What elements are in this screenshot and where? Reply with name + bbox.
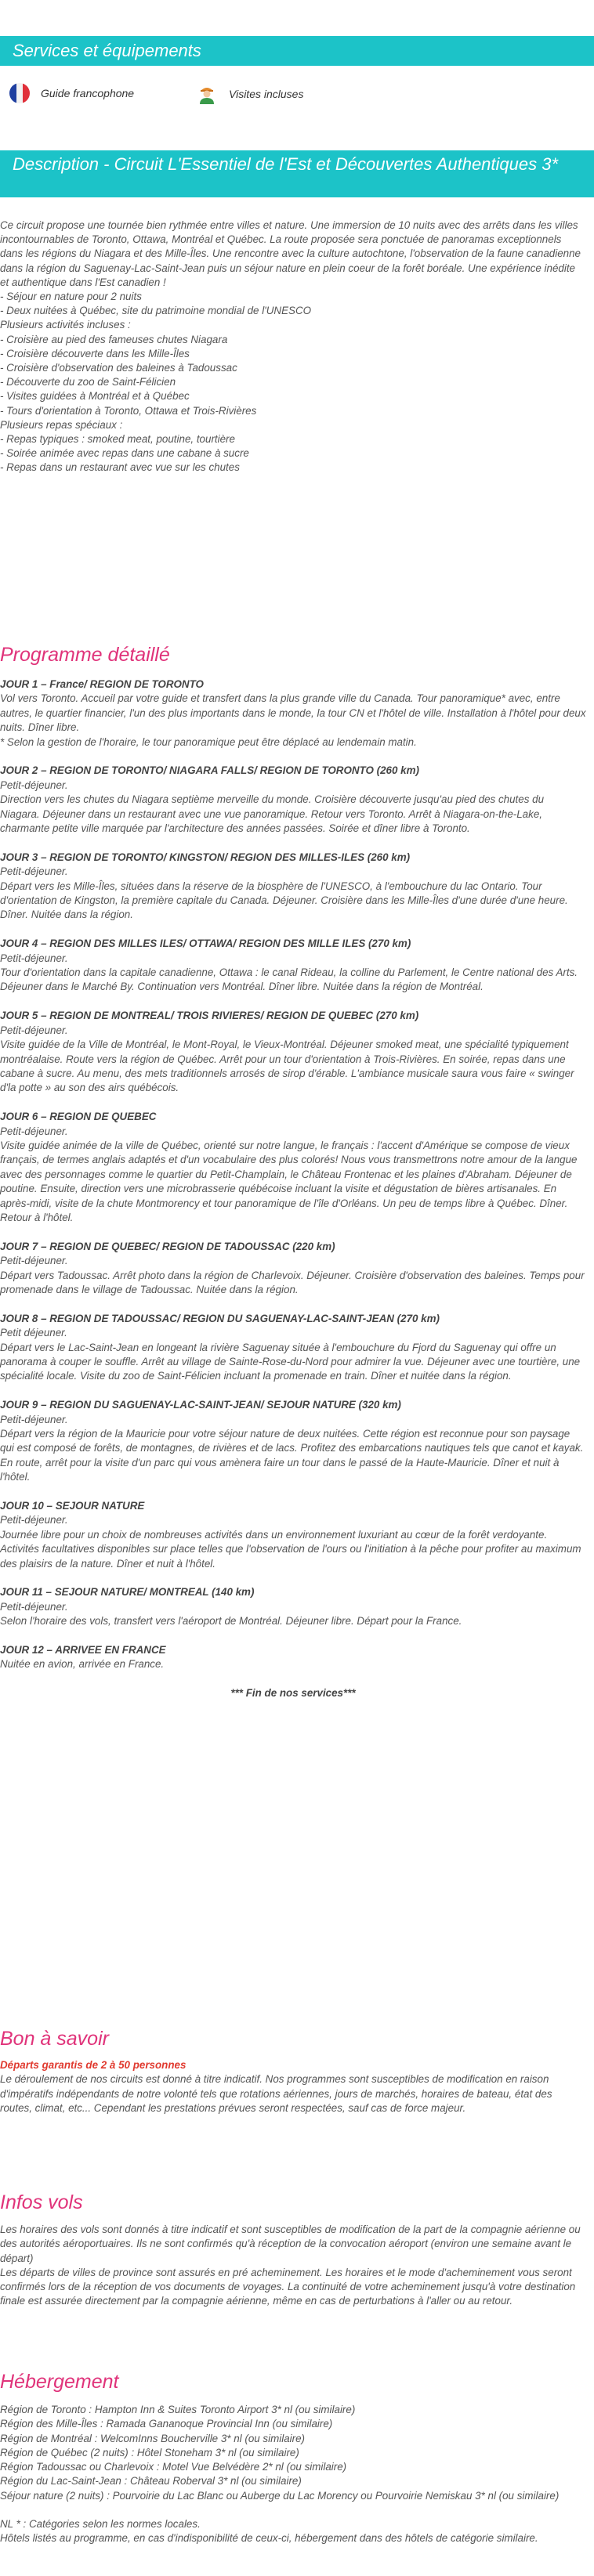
guarantee-text: Départs garantis de 2 à 50 personnes: [0, 2059, 187, 2071]
hotel-line: Séjour nature (2 nuits) : Pourvoirie du Lac Blanc ou Auberge du Lac Morency ou Pourvoirie Nemiskau 3* nl (ou similaire): [0, 2489, 560, 2502]
program-end-note: *** Fin de nos services***: [230, 1687, 356, 1700]
description-heading: Description - Circuit L'Essentiel de l'Est et Découvertes Authentiques 3*: [0, 150, 594, 197]
hotel-note: NL * : Catégories selon les normes locales.: [0, 2518, 201, 2531]
day-11: [0, 1585, 586, 1628]
description-line: Plusieurs repas spéciaux :: [0, 418, 123, 431]
day-7: [0, 1240, 586, 1298]
day-text: Petit-déjeuner.: [0, 1514, 68, 1526]
day-text: Petit-déjeuner.: [0, 1125, 68, 1137]
description-line: - Croisière découverte dans les Mille-Îles: [0, 347, 190, 359]
hotel-line: Région de Montréal : WelcomInns Boucherville 3* nl (ou similaire): [0, 2432, 305, 2444]
day-text: Vol vers Toronto. Accueil par votre guide et transfert dans la plus grande ville du Canada. Tour panoramique* avec, entre autres, le quartier financier, l'un des plus importants dans le monde, la tour CN et l'hôtel de ville. Installation à l'hôtel pour deux nuits. Dîner libre.: [0, 692, 586, 734]
hebergement-heading: Hébergement: [0, 2371, 119, 2393]
description-line: - Séjour en nature pour 2 nuits: [0, 291, 142, 303]
day-title: JOUR 6 – REGION DE QUEBEC: [0, 1111, 157, 1123]
day-1: [0, 677, 586, 750]
day-title: JOUR 2 – REGION DE TORONTO/ NIAGARA FALLS/ REGION DE TORONTO (260 km): [0, 764, 419, 777]
day-title: JOUR 9 – REGION DU SAGUENAY-LAC-SAINT-JEAN/ SEJOUR NATURE (320 km): [0, 1399, 401, 1411]
day-title: JOUR 7 – REGION DE QUEBEC/ REGION DE TADOUSSAC (220 km): [0, 1240, 335, 1252]
program-heading: Programme détaillé: [0, 644, 170, 666]
day-text: Journée libre pour un choix de nombreuses activités dans un environnement luxuriant au cœur de la forêt verdoyante. Activités facultatives disponibles sur place telles que l'observation de l'ours ou l'initiation à la pêche pour profiter au maximum des plaisirs de la nature. Dîner et nuit à l'hôtel.: [0, 1528, 581, 1570]
day-3: [0, 851, 586, 923]
infos-vols-body: [0, 2223, 586, 2309]
day-text: Départ vers Tadoussac. Arrêt photo dans la région de Charlevoix. Déjeuner. Croisière d'observation des baleines. Temps pour promenade dans le village de Tadoussac. Nuitée dans la région.: [0, 1269, 585, 1295]
day-title: JOUR 5 – REGION DE MONTREAL/ TROIS RIVIERES/ REGION DE QUEBEC (270 km): [0, 1010, 419, 1022]
day-8: [0, 1312, 586, 1384]
description-paragraph: Ce circuit propose une tournée bien rythmée entre villes et nature. Une immersion de 10 nuits avec des arrêts dans les villes incontournables de Toronto, Ottawa, Montréal et Québec. La route proposée sera ponctuée de panoramas exceptionnels dans les régions du Niagara et des Mille-Îles. Une rencontre avec la culture autochtone, l'observation de la faune canadienne dans la région du Saguenay-Lac-Saint-Jean puis un séjour nature en plein coeur de la forêt boréale. Une expérience inédite et authentique dans l'Est canadien !: [0, 219, 581, 288]
feature-guide-label: Guide francophone: [41, 87, 135, 99]
day-text: Nuitée en avion, arrivée en France.: [0, 1658, 165, 1671]
hotel-line: Région du Lac-Saint-Jean : Château Roberval 3* nl (ou similaire): [0, 2475, 302, 2487]
bon-a-savoir-text: Le déroulement de nos circuits est donné à titre indicatif. Nos programmes sont susceptibles de modification en raison d'impératifs indépendants de notre volonté tels que rotations aériennes, jours de marchés, horaires de bateau, état des routes, climat, etc... Cependant les prestations prévues seront respectées, sauf cas de force majeur.: [0, 2073, 552, 2114]
day-title: JOUR 8 – REGION DE TADOUSSAC/ REGION DU SAGUENAY-LAC-SAINT-JEAN (270 km): [0, 1312, 440, 1324]
day-text: Petit-déjeuner.: [0, 1413, 68, 1425]
day-text: Départ vers les Mille-Îles, situées dans la réserve de la biosphère de l'UNESCO, à l'embouchure du lac Ontario. Tour d'orientation de Kingston, la première capitale du Canada. Déjeuner. Croisière dans les Mille-Îles d'une durée d'une heure. Dîner. Nuitée dans la région.: [0, 880, 568, 921]
day-text: Petit-déjeuner.: [0, 1600, 68, 1613]
day-5: [0, 1009, 586, 1095]
description-line: - Tours d'orientation à Toronto, Ottawa et Trois-Rivières: [0, 404, 257, 417]
day-title: JOUR 11 – SEJOUR NATURE/ MONTREAL (140 km): [0, 1586, 255, 1599]
day-text: Tour d'orientation dans la capitale canadienne, Ottawa : le canal Rideau, la colline du Parlement, le Centre national des Arts. Déjeuner dans le Marché By. Continuation vers Montréal. Dîner libre. Nuitée dans la région de Montréal.: [0, 966, 578, 993]
day-text: Petit-déjeuner.: [0, 865, 68, 878]
description-line: - Découverte du zoo de Saint-Félicien: [0, 376, 176, 388]
hotel-line: Région de Québec (2 nuits) : Hôtel Stoneham 3* nl (ou similaire): [0, 2446, 299, 2459]
hotel-note: Hôtels listés au programme, en cas d'indisponibilité de ceux-ci, hébergement dans des hôtels de catégorie similaire.: [0, 2532, 538, 2545]
day-title: JOUR 12 – ARRIVEE EN FRANCE: [0, 1644, 166, 1657]
day-text: Départ vers le Lac-Saint-Jean en longeant la rivière Saguenay située à l'embouchure du Fjord du Saguenay qui offre un panorama à couper le souffle. Arrêt au village de Sainte-Rose-du-Nord pour admirer la vue. Déjeuner avec une tourtière, une spécialité locale. Visite du zoo de Saint-Félicien incluant la promenade en train. Dîner et nuitée dans la région.: [0, 1341, 581, 1382]
day-title: JOUR 10 – SEJOUR NATURE: [0, 1500, 145, 1512]
hotel-line: Région de Toronto : Hampton Inn & Suites Toronto Airport 3* nl (ou similaire): [0, 2404, 356, 2415]
description-line: - Repas dans un restaurant avec vue sur les chutes: [0, 461, 240, 474]
bon-a-savoir-body: [0, 2058, 586, 2115]
feature-visits: [196, 83, 303, 105]
day-text: Petit déjeuner.: [0, 1327, 67, 1339]
program-body: [0, 677, 586, 1701]
description-line: - Croisière d'observation des baleines à Tadoussac: [0, 362, 237, 374]
infos-vols-paragraph: Les horaires des vols sont donnés à titre indicatif et sont susceptibles de modification de la part de la compagnie aérienne ou des autorités aéroportuaires. Ils ne sont confirmés qu'à réception de la convocation aéroport (environ une semaine avant le départ): [0, 2224, 581, 2264]
day-text: Direction vers les chutes du Niagara septième merveille du monde. Croisière découverte jusqu'au pied des chutes du Niagara. Déjeuner dans un restaurant avec une vue panoramique. Retour vers Toronto. Arrêt à Niagara-on-the-Lake, charmante petite ville marquée par l'architecture des années passées. Soirée et dîner libre à Toronto.: [0, 793, 545, 835]
description-line: - Soirée animée avec repas dans une cabane à sucre: [0, 447, 249, 460]
description-line: - Repas typiques : smoked meat, poutine, tourtière: [0, 433, 235, 446]
day-text: Visite guidée animée de la ville de Québec, orienté sur notre langue, le français : l'accent d'Amérique se compose de vieux français, de termes anglais adaptés et d'un vocabulaire des plus colorés! Nous vous transmettrons notre amour de la langue avec des personnages comme le quartier du Petit-Champlain, le Château Frontenac et les plaines d'Abraham. Déjeuner de poutine. Ensuite, direction vers une microbrasserie québécoise incluant la visite et dégustation de bières artisanales. En après-midi, visite de la chute Montmorency et tour panoramique de l'île d'Orléans. Un peu de temps libre à Québec. Dîner. Retour à l'hôtel.: [0, 1139, 578, 1223]
day-10: [0, 1499, 586, 1571]
day-title: JOUR 3 – REGION DE TORONTO/ KINGSTON/ REGION DES MILLES-ILES (260 km): [0, 851, 411, 863]
hotel-line: Région des Mille-Îles : Ramada Gananoque Provincial Inn (ou similaire): [0, 2418, 333, 2430]
day-text: Selon l'horaire des vols, transfert vers l'aéroport de Montréal. Déjeuner libre. Départ pour la France.: [0, 1615, 462, 1628]
day-title: JOUR 1 – France/ REGION DE TORONTO: [0, 678, 204, 690]
day-2: [0, 764, 586, 836]
services-heading: Services et équipements: [0, 36, 594, 66]
day-text: * Selon la gestion de l'horaire, le tour panoramique peut être déplacé au lendemain matin.: [0, 735, 417, 748]
spacer: [0, 2503, 586, 2517]
description-line: - Croisière au pied des fameuses chutes Niagara: [0, 333, 228, 345]
description-body: [0, 219, 586, 475]
bon-a-savoir-heading: Bon à savoir: [0, 2028, 109, 2050]
hebergement-body: [0, 2403, 586, 2546]
day-text: Visite guidée de la Ville de Montréal, le Mont-Royal, le Vieux-Montréal. Déjeuner smoked meat, une spécialité typiquement montréalaise. Route vers la région de Québec. Arrêt pour un tour d'orientation à Trois-Rivières. En soirée, repas dans une cabane à sucre. Au menu, des mets traditionnels arrosés de sirop d'érable. L'ambiance musicale saura vous faire « swinger d'la potte » au son des airs québécois.: [0, 1039, 574, 1094]
day-12: [0, 1643, 586, 1672]
day-9: [0, 1398, 586, 1484]
description-line: Plusieurs activités incluses :: [0, 319, 131, 331]
infos-vols-heading: Infos vols: [0, 2191, 83, 2213]
day-text: Petit-déjeuner.: [0, 779, 68, 791]
day-text: Petit-déjeuner.: [0, 1255, 68, 1267]
day-4: [0, 937, 586, 995]
description-line: - Visites guidées à Montréal et à Québec: [0, 390, 190, 403]
hotel-line: Région Tadoussac ou Charlevoix : Motel Vue Belvédère 2* nl (ou similaire): [0, 2461, 347, 2473]
infos-vols-paragraph: Les départs de villes de province sont assurés en pré acheminement. Les horaires et le mode d'acheminement vous seront confirmés lors de la réception de vos documents de voyages. La continuité de votre acheminement jusqu'à votre destination finale est assurée directement par la compagnie aérienne, même en cas de perturbations à l'aller ou au retour.: [0, 2266, 576, 2307]
day-text: Départ vers la région de la Mauricie pour votre séjour nature de deux nuitées. Cette région est reconnue pour son paysage qui est composé de forêts, de montagnes, de rivières et de lacs. Profitez des embarcations nautiques tels que canot et kayak. En route, arrêt pour la visite d'un parc qui vous amènera faire un tour dans le passé de la Haute-Mauricie. Dîner et nuit à l'hôtel.: [0, 1428, 584, 1483]
day-6: [0, 1110, 586, 1225]
description-line: - Deux nuitées à Québec, site du patrimoine mondial de l'UNESCO: [0, 305, 312, 317]
guide-person-icon: [196, 83, 218, 105]
day-text: Petit-déjeuner.: [0, 1024, 68, 1036]
day-title: JOUR 4 – REGION DES MILLES ILES/ OTTAWA/ REGION DES MILLE ILES (270 km): [0, 938, 411, 950]
day-text: Petit-déjeuner.: [0, 952, 68, 964]
feature-visits-label: Visites incluses: [229, 88, 304, 100]
feature-guide: [9, 83, 134, 103]
french-flag-icon: [9, 83, 30, 103]
